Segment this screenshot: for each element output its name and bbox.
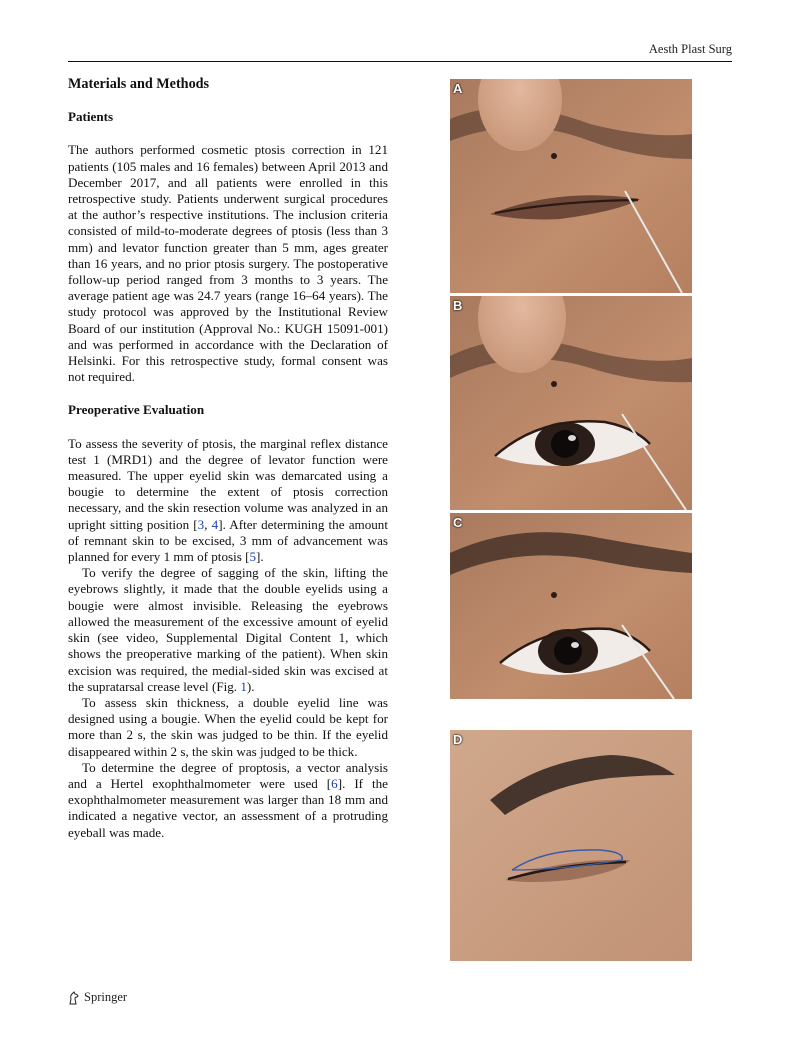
panel-label-c: C [453, 515, 463, 530]
paragraph-preop-2: To verify the degree of sagging of the skin, lifting the eyebrows slightly, it made that the double eyelids using a bougie were almost invisible. Releasing the eyebrows allowed the measurement of the excessive amount of eyelid skin (see video, Supplemental Digital Content 1, which shows the preoperative marking of the patient). When skin excision was required, the medial-sided skin was excised at the supratarsal crease level (Fig. 1). [68, 565, 388, 694]
paragraph-preop-1: To assess the severity of ptosis, the marginal reflex distance test 1 (MRD1) and the degree of levator function were measured. The upper eyelid skin was demarcated using a bougie to determine the extent of ptosis correction necessary, and the skin resection volume was analyzed in an upright sitting position [3, 4]. After determining the amount of remnant skin to be excised, 3 mm of advancement was planned for every 1 mm of ptosis [5]. [68, 435, 388, 565]
citation-link[interactable]: 3 [197, 516, 205, 532]
paragraph-preop-3: To assess skin thickness, a double eyelid line was designed using a bougie. When the eyelid could be kept for more than 2 s, the skin was judged to be thin. If the eyelid disappeared within 2 s, the skin was judged to be thick. [68, 694, 388, 759]
springer-horse-icon [68, 991, 80, 1005]
publisher-name: Springer [84, 990, 128, 1004]
figure-panel-a [450, 79, 692, 293]
paragraph-preop-4: To determine the degree of proptosis, a vector analysis and a Hertel exophthalmometer were used [6]. If the exophthalmometer measurement was larger than 18 mm and indicated a negative vector, an assessment of a protruding eyeball was made. [68, 759, 388, 840]
panel-label-a: A [453, 81, 463, 96]
panel-label-b: B [453, 298, 463, 313]
figure-1 [450, 79, 692, 964]
footer [68, 990, 127, 1005]
subsection-title-patients: Patients [68, 109, 114, 125]
header-rule [68, 61, 732, 62]
figure-panel-c [450, 513, 692, 727]
eye-photo-b [450, 296, 692, 510]
eye-photo-d [450, 730, 692, 961]
section-title: Materials and Methods [68, 76, 210, 92]
panel-label-d: D [453, 732, 463, 747]
figure-panel-d [450, 730, 692, 961]
paragraph-patients: The authors performed cosmetic ptosis correction in 121 patients (105 males and 16 females) between April 2013 and December 2017, and all patients were enrolled in this retrospective study. Patients underwent surgical procedures at the author’s respective institutions. The inclusion criteria consisted of mild-to-moderate degrees of ptosis (less than 3 mm) and levator function greater than 5 mm, ages greater than 16 years, and no prior ptosis surgery. The postoperative follow-up period ranged from 3 months to 3 years. The average patient age was 24.7 years (range 16–64 years). The study protocol was approved by the Institutional Review Board of our institution (Approval No.: KUGH 15091-001) and was performed in accordance with the Declaration of Helsinki. For this retrospective study, formal consent was not required. [68, 142, 388, 385]
subsection-title-preoperative: Preoperative Evaluation [68, 402, 205, 418]
eye-photo-a [450, 79, 692, 293]
text-column [68, 76, 388, 841]
citation-link[interactable]: 4 [211, 516, 219, 532]
running-head: Aesth Plast Surg [648, 42, 732, 56]
figure-panel-b [450, 296, 692, 510]
eye-photo-c [450, 513, 692, 699]
citation-link[interactable]: 6 [331, 775, 338, 791]
figure-link[interactable]: 1 [240, 678, 247, 694]
citation-link[interactable]: 5 [249, 549, 256, 565]
